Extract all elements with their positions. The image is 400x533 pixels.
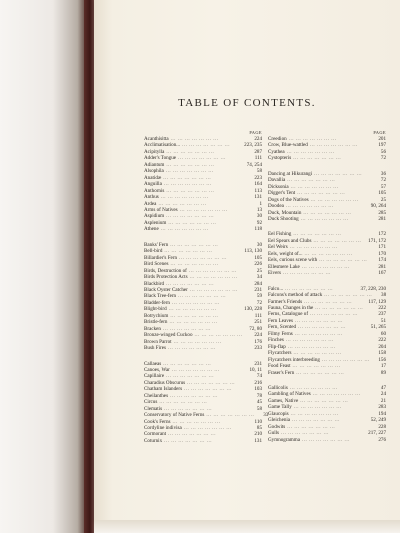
entry-page-number: 224 [254,136,262,142]
page-column-header: PAGE [249,130,262,135]
entry-page-number: 276 [378,436,386,443]
entry-topic: Eel Spears and Clubs [268,237,312,244]
entry-page-number: 174 [378,257,386,264]
entry-page-number: 197 [378,142,386,149]
entry-leader: ... ... ... ... ... ... ... [179,206,228,213]
entry-page-number: 231 [254,286,262,293]
entry-page-number: 90, 264 [370,203,386,210]
entry-topic: Cook's Ferns [144,418,171,425]
entry-topic: Birds, Destruction of [144,267,187,274]
entry-page-number: 51 [380,317,386,324]
entry-topic: Falcons's method of attack [268,292,323,299]
entry-topic: Blackbird [144,280,165,287]
entry-topic: Clematis [144,405,163,412]
entry-page-number: 117, 129 [368,298,386,305]
entry-leader: ... ... ... ... ... ... ... [321,356,370,363]
entry-topic: Bracken [144,325,161,332]
entry-leader: ... ... ... ... ... ... ... [301,436,350,443]
entry-topic: Callaeas [144,360,162,367]
entry-leader: ... ... ... ... ... ... ... [285,285,334,292]
entry-leader: ... ... ... ... ... ... ... [168,219,217,226]
entry-page-number: 37, 228, 230 [360,285,386,292]
entry-leader: ... ... ... ... ... ... ... [194,332,243,339]
entry-page-number: 233 [254,345,262,352]
entry-page-number: 226 [254,261,262,268]
entry-leader: ... ... ... ... ... ... ... [188,267,237,274]
entry-leader: ... ... ... ... ... ... ... [164,405,212,412]
index-group [144,360,269,445]
entry-page-number: 13 [256,206,262,213]
entry-leader: ... ... ... ... ... ... ... [319,257,368,264]
entry-leader: ... ... ... ... ... ... ... [289,244,338,251]
entry-page-number: 105 [254,254,262,261]
entry-leader: ... ... ... ... ... ... ... [184,386,232,393]
entry-page-number: 113 [254,187,262,194]
entry-page-number: 281 [378,215,386,222]
entry-topic: Cyathea [268,148,285,155]
entry-topic: Anthornis [144,187,165,194]
entry-topic: Blight-bird [144,306,167,313]
entry-leader: ... ... ... ... ... ... ... [293,350,342,357]
entry-page-number: 30 [256,241,262,248]
index-entry [268,437,386,443]
index-column-right [268,130,386,452]
index-group [268,171,386,223]
entry-page-number: 167 [378,270,386,277]
entry-page-number: 21 [380,397,386,404]
entry-leader: ... ... ... ... ... ... ... [189,274,238,281]
entry-topic: Anguilla [144,181,162,188]
entry-page-number: 74 [256,373,262,380]
entry-topic: Creedion [268,136,287,142]
entry-topic: Billardier's Fern [144,254,178,261]
index-entry [268,370,386,376]
entry-page-number: 72 [380,155,386,162]
entry-leader: ... ... ... ... ... ... ... [300,397,349,404]
index-group [144,136,262,233]
entry-leader: ... ... ... ... ... ... ... [178,155,226,162]
entry-page-number: 1 [259,200,262,207]
entry-leader: ... ... ... ... ... ... ... [170,241,219,248]
entry-topic: Ardea [144,200,157,207]
book-spine [84,0,94,533]
entry-leader: ... ... ... ... ... ... ... [298,324,346,331]
entry-page-number: 59 [256,293,262,300]
entry-page-number: 105 [378,190,386,197]
entry-topic: Games, Native [268,397,299,404]
entry-topic: Fauna, Changes in the [268,304,314,311]
entry-page-number: 222 [378,304,386,311]
entry-leader: ... ... ... ... ... ... ... [293,155,342,162]
entry-topic: Eels, weight of... [268,250,303,257]
entry-leader: ... ... ... ... ... ... ... [166,161,215,168]
entry-page-number: 58 [256,405,262,412]
entry-page-number: 30 [256,213,262,220]
entry-leader: ... ... ... ... ... ... ... [287,343,336,350]
entry-page-number: 194 [378,410,386,417]
entry-topic: Falco... [268,285,284,292]
entry-leader: ... ... ... ... ... ... ... [285,337,334,344]
entry-page-number: 111 [254,312,262,319]
entry-page-number: 17 [380,363,386,370]
entry-page-number: 228 [378,423,386,430]
entry-page-number: 103 [254,386,262,393]
entry-topic: Bell-bird [144,248,163,255]
entry-topic: Anthus [144,194,159,201]
entry-topic: Eels, curious scene with [268,257,318,264]
entry-leader: ... ... ... ... ... ... ... [163,360,212,367]
entry-page-number: 47 [380,384,386,391]
entry-leader: ... ... ... ... ... ... ... [172,418,221,425]
entry-leader: ... ... ... ... ... ... ... [294,330,343,337]
entry-topic: Conservatory of Native Ferns [144,412,205,419]
entry-leader: ... ... ... ... ... ... ... [164,248,213,255]
entry-leader: ... ... ... ... ... ... ... [281,430,329,437]
entry-page-number: 283 [378,404,386,411]
entry-topic: Chatham Islanders [144,386,183,393]
entry-page-number: 170 [378,250,386,257]
entry-topic: Gulls [268,430,280,437]
entry-page-number: 33 [263,412,269,419]
entry-topic: Glaucopis [268,410,289,417]
entry-page-number: 118 [254,226,262,233]
entry-topic: Flip-flap [268,343,286,350]
entry-topic: Godwits [268,423,286,430]
entry-topic: Coturnix [144,437,163,444]
entry-leader: ... ... ... ... ... ... ... [315,304,364,311]
entry-topic: Bronze-winged Cuckoo [144,332,193,339]
entry-page-number: 38 [381,292,387,299]
entry-page-number: 223 [254,174,262,181]
entry-leader: ... ... ... ... ... ... ... [300,215,349,222]
entry-topic: Eel Fishing [268,231,292,238]
entry-topic: Cystopteris [268,155,292,162]
entry-page-number: 60 [380,330,386,337]
entry-topic: Anatidæ [144,174,162,181]
entry-topic: Bristle-fern [144,319,168,326]
entry-topic: Banks' Fern [144,241,169,248]
index-entry [268,270,386,276]
entry-topic: Duck Shooting [268,215,299,222]
entry-page-number: 78 [256,392,262,399]
entry-leader: ... ... ... ... ... ... ... [310,311,358,318]
entry-topic: Bird Scenes [144,261,169,268]
entry-topic: Charadius Obscurus [144,379,186,386]
entry-topic: Black Tree-fern [144,293,177,300]
entry-page-number: 34 [256,274,262,281]
index-group [268,136,386,162]
entry-topic: Capillaire [144,373,165,380]
entry-leader: ... ... ... ... ... ... ... [189,286,238,293]
entry-leader: ... ... ... ... ... ... ... [296,369,345,376]
index-column-left [144,130,269,453]
entry-page-number: 24 [380,391,386,398]
page-column-header: PAGE [373,130,386,135]
entry-leader: ... ... ... ... ... ... ... [167,345,216,352]
entry-topic: Eivers [268,270,282,277]
entry-leader: ... ... ... ... ... ... ... [301,263,350,270]
entry-topic: Digger's Tent [268,190,296,197]
entry-page-number: 251 [254,319,262,326]
entry-leader: ... ... ... ... ... ... ... [290,410,339,417]
entry-topic: Gallicolis [268,384,288,391]
entry-topic: Acclimatisation... [144,142,181,149]
entry-leader: ... ... ... ... ... ... ... [290,183,339,190]
entry-leader: ... ... ... ... ... ... ... [286,148,335,155]
entry-page-number: 164 [254,181,262,188]
entry-leader: ... ... ... ... ... ... ... [166,148,215,155]
index-groups-left [144,136,269,444]
entry-page-number: 74, 254 [246,161,262,168]
entry-topic: Crow, Blue-wattled [268,142,308,149]
entry-topic: Gambling of Natives [268,391,311,398]
entry-topic: Cordyline indivisa [144,425,182,432]
entry-page-number: 281 [378,263,386,270]
entry-page-number: 156 [378,356,386,363]
entry-topic: Flycatchers interbreeding [268,356,320,363]
entry-page-number: 231 [254,360,262,367]
entry-topic: Acanthisitta [144,136,169,142]
entry-leader: ... ... ... ... ... ... ... [168,431,216,438]
entry-leader: ... ... ... ... ... ... ... [297,190,346,197]
entry-leader: ... ... ... ... ... ... ... [166,213,214,220]
entry-leader: ... ... ... ... ... ... ... [163,174,212,181]
entry-leader: ... ... ... ... ... ... ... [166,280,214,287]
entry-topic: Asplenium [144,219,167,226]
entry-topic: Gymnogramma [268,436,300,443]
entry-leader: ... ... ... ... ... ... ... [162,325,211,332]
entry-topic: Bladder-fern [144,299,170,306]
entry-leader: ... ... ... ... ... ... ... [285,203,334,210]
entry-leader: ... ... ... ... ... ... ... [288,136,337,142]
entry-topic: Acipitylla [144,148,165,155]
entry-page-number: 171 [378,244,386,251]
index-entry [268,155,386,161]
entry-topic: Game Tally [268,404,292,411]
entry-topic: Black Oyster Catcher [144,286,188,293]
entry-topic: Duck, Mountain [268,209,302,216]
entry-leader: ... ... ... ... ... ... ... [183,425,232,432]
entry-page-number: 72 [380,177,386,184]
entry-topic: Birds Protection Acts [144,274,188,281]
entry-leader: ... ... ... ... ... ... ... [295,317,343,324]
entry-leader: ... ... ... ... ... ... ... [163,181,212,188]
entry-topic: Cormorant [144,431,167,438]
entry-leader: ... ... ... ... ... ... ... [287,177,336,184]
entry-topic: Botrychium [144,312,169,319]
entry-page-number: 223, 235 [244,142,262,149]
entry-page-number: 130, 228 [244,306,262,313]
entry-page-number: 51, 265 [370,324,386,331]
entry-leader: ... ... ... ... ... ... ... [304,250,353,257]
entry-page-number: 224 [254,332,262,339]
entry-leader: ... ... ... ... ... ... ... [293,404,342,411]
entry-page-number: 89 [380,369,386,376]
entry-page-number: 45 [256,399,262,406]
entry-page-number: 216 [254,379,262,386]
entry-topic: Cheilanthes [144,392,169,399]
entry-page-number: 158 [378,350,386,357]
entry-leader: ... ... ... ... ... ... ... [158,200,207,207]
entry-topic: Adiantum [144,161,165,168]
entry-leader: ... ... ... ... ... ... ... [168,306,217,313]
entry-topic: Circus [144,399,158,406]
index-entry [144,438,262,444]
entry-leader: ... ... ... ... ... ... ... [304,298,353,305]
entry-page-number: 285 [378,209,386,216]
entry-page-number: 72 [256,299,262,306]
entry-topic: Doodea [268,203,284,210]
book-cover [0,0,88,533]
entry-topic: Alsophila [144,168,164,175]
entry-topic: Ellesmere Lake [268,263,300,270]
index-entry [144,226,262,232]
entry-page-number: 222 [378,337,386,344]
entry-leader: ... ... ... ... ... ... ... [160,194,209,201]
entry-leader: ... ... ... ... ... ... ... [166,373,214,380]
entry-leader: ... ... ... ... ... ... ... [206,412,255,419]
entry-topic: Athene [144,226,159,233]
entry-topic: Gleichenia [268,417,291,424]
entry-leader: ... ... ... ... ... ... ... [171,366,220,373]
entry-topic: Dogs of the Natives [268,196,309,203]
entry-topic: Arms of Natives [144,206,178,213]
index-group [268,286,386,376]
page-title: TABLE OF CONTENTS. [178,97,316,109]
entry-topic: Ferns, Catalogue of [268,311,309,318]
entry-leader: ... ... ... ... ... ... ... [289,384,338,391]
entry-page-number: 52, 249 [370,417,386,424]
entry-page-number: 217, 227 [368,430,386,437]
entry-leader: ... ... ... ... ... ... ... [179,254,227,261]
entry-topic: Fern, Scented [268,324,297,331]
entry-page-number: 237 [378,311,386,318]
entry-topic: Brown Parrot [144,338,172,345]
index-groups-right [268,136,386,443]
entry-page-number: 25 [256,267,262,274]
entry-leader: ... ... ... ... ... ... ... [287,423,336,430]
entry-topic: Filmy Ferns [268,330,293,337]
entry-page-number: 287 [254,148,262,155]
entry-leader: ... ... ... ... ... ... ... [309,142,358,149]
entry-page-number: 176 [254,338,262,345]
index-entry [268,216,386,222]
index-group [268,231,386,276]
entry-topic: Eel Weirs [268,244,288,251]
entry-topic: Flycatchers [268,350,292,357]
entry-page-number: 72, 80 [249,325,262,332]
page-edge [94,520,400,533]
entry-page-number: 110 [254,418,262,425]
entry-leader: ... ... ... ... ... ... ... [159,399,208,406]
entry-leader: ... ... ... ... ... ... ... [170,261,219,268]
entry-leader: ... ... ... ... ... ... ... [170,392,218,399]
entry-leader: ... ... ... ... ... ... ... [178,293,226,300]
entry-leader: ... ... ... ... ... ... ... [314,170,363,177]
entry-topic: Finches [268,337,284,344]
entry-page-number: 131 [254,194,262,201]
entry-page-number: 92 [256,219,262,226]
entry-page-number: 210 [254,431,262,438]
entry-leader: ... ... ... ... ... ... ... [292,417,340,424]
entry-leader: ... ... ... ... ... ... ... [293,231,342,238]
entry-topic: Fraser's Fern [268,369,295,376]
entry-leader: ... ... ... ... ... ... ... [303,209,352,216]
entry-page-number: 172 [378,231,386,238]
entry-topic: Aspidium [144,213,165,220]
entry-page-number: 56 [380,148,386,155]
entry-page-number: 204 [378,343,386,350]
entry-leader: ... ... ... ... ... ... ... [187,379,236,386]
entry-page-number: 36 [380,170,386,177]
entry-leader: ... ... ... ... ... ... ... [283,270,331,277]
entry-leader: ... ... ... ... ... ... ... [170,136,219,142]
entry-leader: ... ... ... ... ... ... ... [182,142,230,149]
entry-leader: ... ... ... ... ... ... ... [166,187,215,194]
entry-leader: ... ... ... ... ... ... ... [170,312,219,319]
index-entry [144,345,262,351]
entry-leader: ... ... ... ... ... ... ... [173,338,222,345]
entry-leader: ... ... ... ... ... ... ... [171,299,220,306]
entry-topic: Adder's Tongue [144,155,177,162]
entry-leader: ... ... ... ... ... ... ... [292,363,341,370]
entry-topic: Fern Leaves [268,317,294,324]
entry-leader: ... ... ... ... ... ... ... [169,319,218,326]
entry-page-number: 85 [256,425,262,432]
entry-page-number: 111 [254,155,262,162]
entry-leader: ... ... ... ... ... ... ... [313,237,362,244]
entry-topic: Davallia [268,177,286,184]
entry-page-number: 284 [254,280,262,287]
entry-topic: Canoes, War [144,366,170,373]
entry-leader: ... ... ... ... ... ... ... [312,391,361,398]
entry-topic: Dancing at Hikurangi [268,170,313,177]
entry-topic: Bush Fires [144,345,166,352]
entry-topic: Dicksonia [268,183,289,190]
entry-leader: ... ... ... ... ... ... ... [165,168,214,175]
index-group [144,242,262,352]
entry-page-number: 113, 130 [244,248,262,255]
entry-page-number: 131 [254,437,262,444]
entry-page-number: 57 [380,183,386,190]
entry-page-number: 10, 11 [249,366,262,373]
entry-page-number: 171, 172 [368,237,386,244]
entry-leader: ... ... ... ... ... ... ... [324,292,373,299]
entry-page-number: 25 [380,196,386,203]
entry-topic: Farmer's Friends [268,298,303,305]
entry-page-number: 58 [256,168,262,175]
entry-leader: ... ... ... ... ... ... ... [164,437,213,444]
entry-leader: ... ... ... ... ... ... ... [310,196,359,203]
entry-leader: ... ... ... ... ... ... ... [160,226,209,233]
entry-page-number: 201 [378,136,386,142]
entry-topic: Food Feast [268,363,291,370]
index-group [268,385,386,443]
